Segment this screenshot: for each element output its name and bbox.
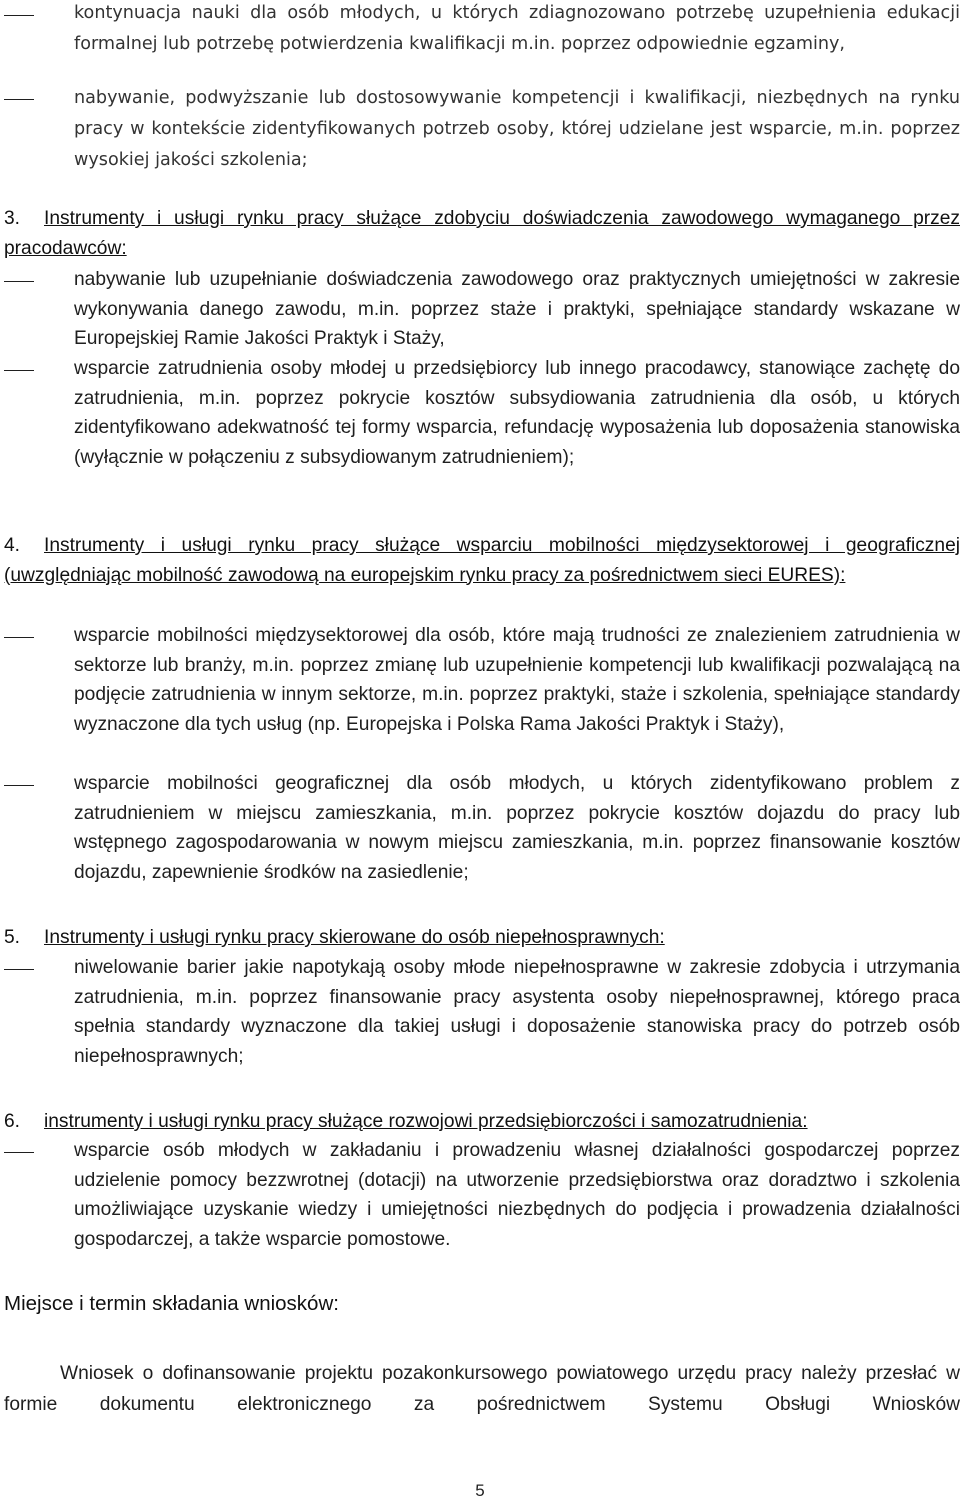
section-number: 3. — [4, 208, 21, 229]
section-heading — [4, 204, 960, 263]
list-item: nabywanie lub uzupełnianie doświadczenia zawodowego oraz praktycznych umiejętności w zakresie wykonywania danego zawodu, m.in. poprzez staże i praktyki, spełniające standardy wskazane w Europejskiej Ramie Jakości Praktyk i Staży, — [74, 269, 960, 349]
list-dash — [4, 785, 34, 786]
list-dash — [4, 370, 34, 371]
body-paragraph — [4, 1358, 960, 1420]
list-dash — [4, 1152, 34, 1153]
list-dash — [4, 637, 34, 638]
list-item: wsparcie mobilności geograficznej dla osób młodych, u których zidentyfikowano problem z zatrudnieniem w miejscu zamieszkania, m.in. poprzez pokrycie kosztów dojazdu do pracy lub wstępnego zagospodarowania w nowym miejscu zamieszkania, m.in. poprzez finansowanie kosztów dojazdu, zapewnienie środków na zasiedlenie; — [74, 773, 960, 883]
section-number: 5. — [4, 927, 21, 948]
body-paragraph-text: Wniosek o dofinansowanie projektu pozakonkursowego powiatowego urzędu pracy należy przesłać w formie dokumentu elektronicznego za pośrednictwem Systemu Obsługi Wniosków — [4, 1363, 960, 1415]
section-heading — [4, 531, 960, 590]
section-number: 4. — [4, 535, 21, 556]
list-item: niwelowanie barier jakie napotykają osoby młode niepełnosprawne w zakresie zdobycia i utrzymania zatrudnienia, m.in. poprzez finansowanie pracy asystenta osoby niepełnosprawnej, którego praca spełnia standardy wyznaczone dla takiej usługi i doposażenie stanowiska pracy do potrzeb osób niepełnosprawnych; — [74, 957, 960, 1067]
page-number: 5 — [475, 1481, 485, 1500]
section-heading-text: instrumenty i usługi rynku pracy służące rozwojowi przedsiębiorczości i samozatrudnienia: — [44, 1111, 808, 1132]
section-heading-text: Instrumenty i usługi rynku pracy służące wsparciu mobilności międzysektorowej i geograficznej (uwzględniając mobilność zawodową na europejskim rynku pracy za pośrednictwem sieci EURES): — [4, 535, 960, 586]
list-dash — [4, 969, 34, 970]
section-heading-text: Instrumenty i usługi rynku pracy służące zdobyciu doświadczenia zawodowego wymaganego przez pracodawców: — [4, 208, 960, 259]
section-heading-text: Instrumenty i usługi rynku pracy skierowane do osób niepełnosprawnych: — [44, 927, 665, 948]
list-item: wsparcie osób młodych w zakładaniu i prowadzeniu własnej działalności gospodarczej poprzez udzielenie pomocy bezzwrotnej (dotacji) na utworzenie przedsiębiorstwa oraz doradztwo i szkolenia umożliwiające uzyskanie wiedzy i umiejętności niezbędnych do podjęcia i prowadzenia działalności gospodarczej, a także wsparcie pomostowe. — [74, 1140, 960, 1250]
list-dash — [4, 15, 34, 16]
list-item: wsparcie zatrudnienia osoby młodej u przedsiębiorcy lub innego pracodawcy, stanowiące zachętę do zatrudnienia, m.in. poprzez pokrycie kosztów subsydiowania zatrudnienia dla osób, u których zidentyfikowano adekwatność tej formy wsparcia, refundację wyposażenia lub doposażenia stanowiska (wyłącznie w połączeniu z subsydiowanym zatrudnieniem); — [74, 358, 960, 468]
list-item: wsparcie mobilności międzysektorowej dla osób, które mają trudności ze znalezieniem zatrudnienia w sektorze lub branży, m.in. poprzez zmianę lub uzupełnienie kompetencji lub kwalifikacji pozwalającą na podjęcie zatrudnienia w innym sektorze, m.in. poprzez praktyki, staże i szkolenia, spełniające standardy wyznaczone dla tych usług (np. Europejska i Polska Rama Jakości Praktyk i Staży), — [74, 625, 960, 735]
section-heading — [4, 923, 960, 953]
list-item: kontynuacja nauki dla osób młodych, u których zdiagnozowano potrzebę uzupełnienia edukacji formalnej lub potrzebę potwierdzenia kwalifikacji m.in. poprzez odpowiednie egzaminy, — [74, 3, 960, 54]
list-dash — [4, 281, 34, 282]
section-title: Miejsce i termin składania wniosków: — [4, 1292, 339, 1315]
section-number: 6. — [4, 1111, 21, 1132]
section-heading — [4, 1107, 960, 1137]
list-item: nabywanie, podwyższanie lub dostosowywanie kompetencji i kwalifikacji, niezbędnych na rynku pracy w kontekście zidentyfikowanych potrzeb osoby, której udzielane jest wsparcie, m.in. poprzez wysokiej jakości szkolenia; — [74, 88, 960, 170]
list-dash — [4, 99, 34, 100]
